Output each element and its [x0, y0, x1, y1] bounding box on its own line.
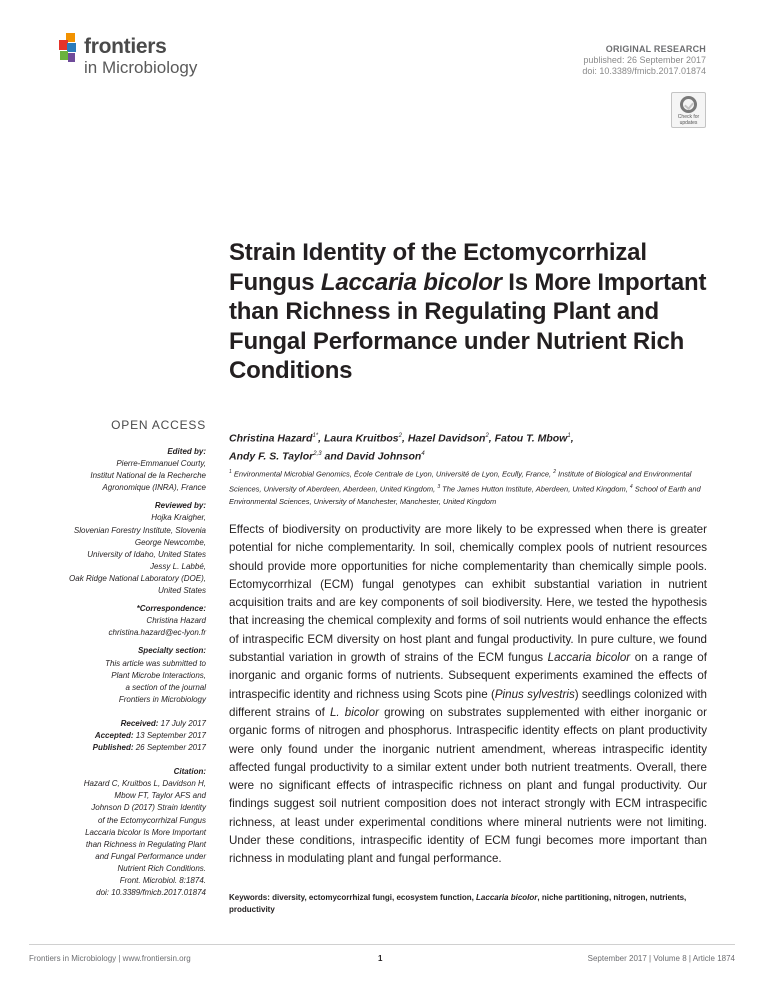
frontiers-logo-icon — [57, 33, 81, 73]
author[interactable]: Christina Hazard — [229, 432, 313, 445]
doi[interactable]: doi: 10.3389/fmicb.2017.01874 — [582, 66, 706, 76]
specialty-line: This article was submitted to — [105, 658, 206, 668]
logo-square-blue — [67, 43, 76, 52]
reviewer-line: United States — [157, 586, 206, 596]
reviewer-line: George Newcombe, — [134, 537, 206, 547]
article-info-sidebar — [31, 446, 206, 899]
author-list: Christina Hazard$^{1*}$, Laura Kruitbos$^2$, Hazel Davidson$^2$, Fatou T. Mbow$^1$, Andy F. S. Taylor$^{2,3}$ and David Johnson$^4$ — [229, 432, 574, 462]
received-date: Received: 17 July 2017 — [120, 718, 206, 728]
citation-line: Front. Microbiol. 8:1874. — [119, 876, 206, 885]
affiliations: $^1$ Environmental Microbial Genomics, École Centrale de Lyon, Université de Lyon, Ecully, France, $^2$ Institute of Biological and Environmental Sciences, University of Aberdeen, Aberdeen, United Kingdom, $^3$ The James Hutton Institute, Aberdeen, United Kingdom, $^4$ School of Earth and Environmental Sciences, University of Manchester, Manchester, United Kingdom — [229, 469, 701, 506]
reviewer-line: Jessy L. Labbé, — [149, 561, 206, 571]
edited-by-label: Edited by: — [167, 447, 206, 456]
citation-line: Johnson D (2017) Strain Identity — [91, 803, 206, 813]
logo-square-green — [60, 51, 68, 60]
article-type: ORIGINAL RESEARCH — [605, 44, 706, 54]
specialty-section-label: Specialty section: — [137, 646, 206, 656]
specialty-line: a section of the journal — [125, 682, 206, 692]
reviewer-line: Oak Ridge National Laboratory (DOE), — [69, 573, 206, 583]
editor-line: Pierre-Emmanuel Courty, — [116, 459, 206, 469]
editor-line: Agronomique (INRA), France — [102, 483, 206, 493]
citation-label: Citation: — [173, 767, 206, 777]
correspondence-name: Christina Hazard — [146, 616, 206, 626]
specialty-line: Plant Microbe Interactions, — [111, 670, 206, 680]
reviewer-line: Hojka Kraigher, — [151, 513, 206, 523]
citation-doi[interactable]: doi: 10.3389/fmicb.2017.01874 — [96, 888, 206, 898]
article-title: Strain Identity of the Ectomycorrhizal Fungus Laccaria bicolor Is More Important than Richness in Regulating Plant and Fungal Performance under Nutrient Rich Conditions — [229, 239, 707, 384]
footer-journal-link[interactable]: Frontiers in Microbiology | www.frontiersin.org — [29, 954, 191, 963]
published-date-sidebar: Published: 26 September 2017 — [92, 743, 206, 753]
author[interactable]: Fatou T. Mbow — [494, 432, 568, 445]
journal-name: in Microbiology — [84, 58, 198, 77]
footer-issue-info: September 2017 | Volume 8 | Article 1874 — [587, 954, 735, 963]
title-species: Laccaria bicolor — [320, 268, 502, 296]
citation-line: than Richness in Regulating Plant — [85, 839, 206, 849]
logo-square-purple — [68, 53, 75, 62]
citation-line: Mbow FT, Taylor AFS and — [114, 791, 206, 801]
open-access-label: OPEN ACCESS — [111, 418, 206, 432]
reviewer-line: Slovenian Forestry Institute, Slovenia — [73, 525, 206, 535]
reviewer-line: University of Idaho, United States — [87, 549, 206, 559]
author[interactable]: Laura Kruitbos — [323, 432, 399, 445]
citation-line: Hazard C, Kruitbos L, Davidson H, — [83, 779, 206, 789]
abstract: Effects of biodiversity on productivity are more likely to be expressed when there is greater potential for niche complementarity. In soil, chemically complex pools of nutrient resources should provide more opportunities for niche complementarity than chemically simple pools. Ectomycorrhizal (ECM) fungal genotypes can exhibit substantial variation in nutrient acquisition traits and are key components of soil biodiversity. Here, we tested the hypothesis that increasing the chemical complexity and forms of soil nutrients would enhance the effects of intraspecific ECM diversity on host plant and fungal productivity. In pure culture, we found substantial variation in growth of strains of the ECM fungus Laccaria bicolor on a range of inorganic and organic forms of nutrients. Subsequent experiments examined the effects of intraspecific identity and richness using Scots pine (Pinus sylvestris) seedlings colonized with different strains of L. bicolor growing on substrates supplemented with either inorganic or organic forms of nitrogen and phosphorus. Intraspecific identity effects on plant productivity were only found under the inorganic nutrient amendment, whereas intraspecific identity affected fungal productivity to a similar extent under both nutrient treatments. Overall, there were no significant effects of intraspecific richness on plant and fungal productivity. Our findings suggest soil nutrient composition does not interact strongly with ECM intraspecific richness, at least under experimental conditions where mineral nutrients were not limiting. Under these conditions, intraspecific identity of ECM fungi becomes more important than richness in modulating plant and fungal performance. — [229, 523, 707, 866]
citation-line: and Fungal Performance under — [95, 851, 206, 861]
check-for-updates-label: Check for updates — [677, 114, 700, 126]
correspondence-label: *Correspondence: — [136, 604, 206, 614]
citation-line: of the Ectomycorrhizal Fungus — [97, 815, 206, 825]
logo-square-red — [59, 40, 68, 50]
footer-divider — [29, 944, 735, 945]
page-number: 1 — [378, 954, 383, 963]
citation-line: Nutrient Rich Conditions. — [117, 863, 206, 873]
accepted-date: Accepted: 13 September 2017 — [94, 730, 206, 740]
check-for-updates-button[interactable] — [671, 92, 706, 128]
author[interactable]: Hazel Davidson — [407, 432, 486, 445]
reviewed-by-label: Reviewed by: — [154, 501, 206, 511]
citation-line: Laccaria bicolor Is More Important — [85, 827, 206, 837]
journal-brand: frontiers — [84, 35, 167, 58]
keywords: Keywords: diversity, ectomycorrhizal fungi, ecosystem function, Laccaria bicolor, niche partitioning, nitrogen, nutrients, productivity — [229, 893, 687, 914]
specialty-line: Frontiers in Microbiology — [118, 694, 206, 704]
author[interactable]: David Johnson — [346, 450, 422, 462]
correspondence-email[interactable]: christina.hazard@ec-lyon.fr — [108, 628, 206, 638]
published-date: published: 26 September 2017 — [583, 55, 706, 65]
author[interactable]: Andy F. S. Taylor — [229, 450, 314, 462]
editor-line: Institut National de la Recherche — [90, 471, 206, 481]
keywords-label: Keywords: — [229, 893, 270, 902]
